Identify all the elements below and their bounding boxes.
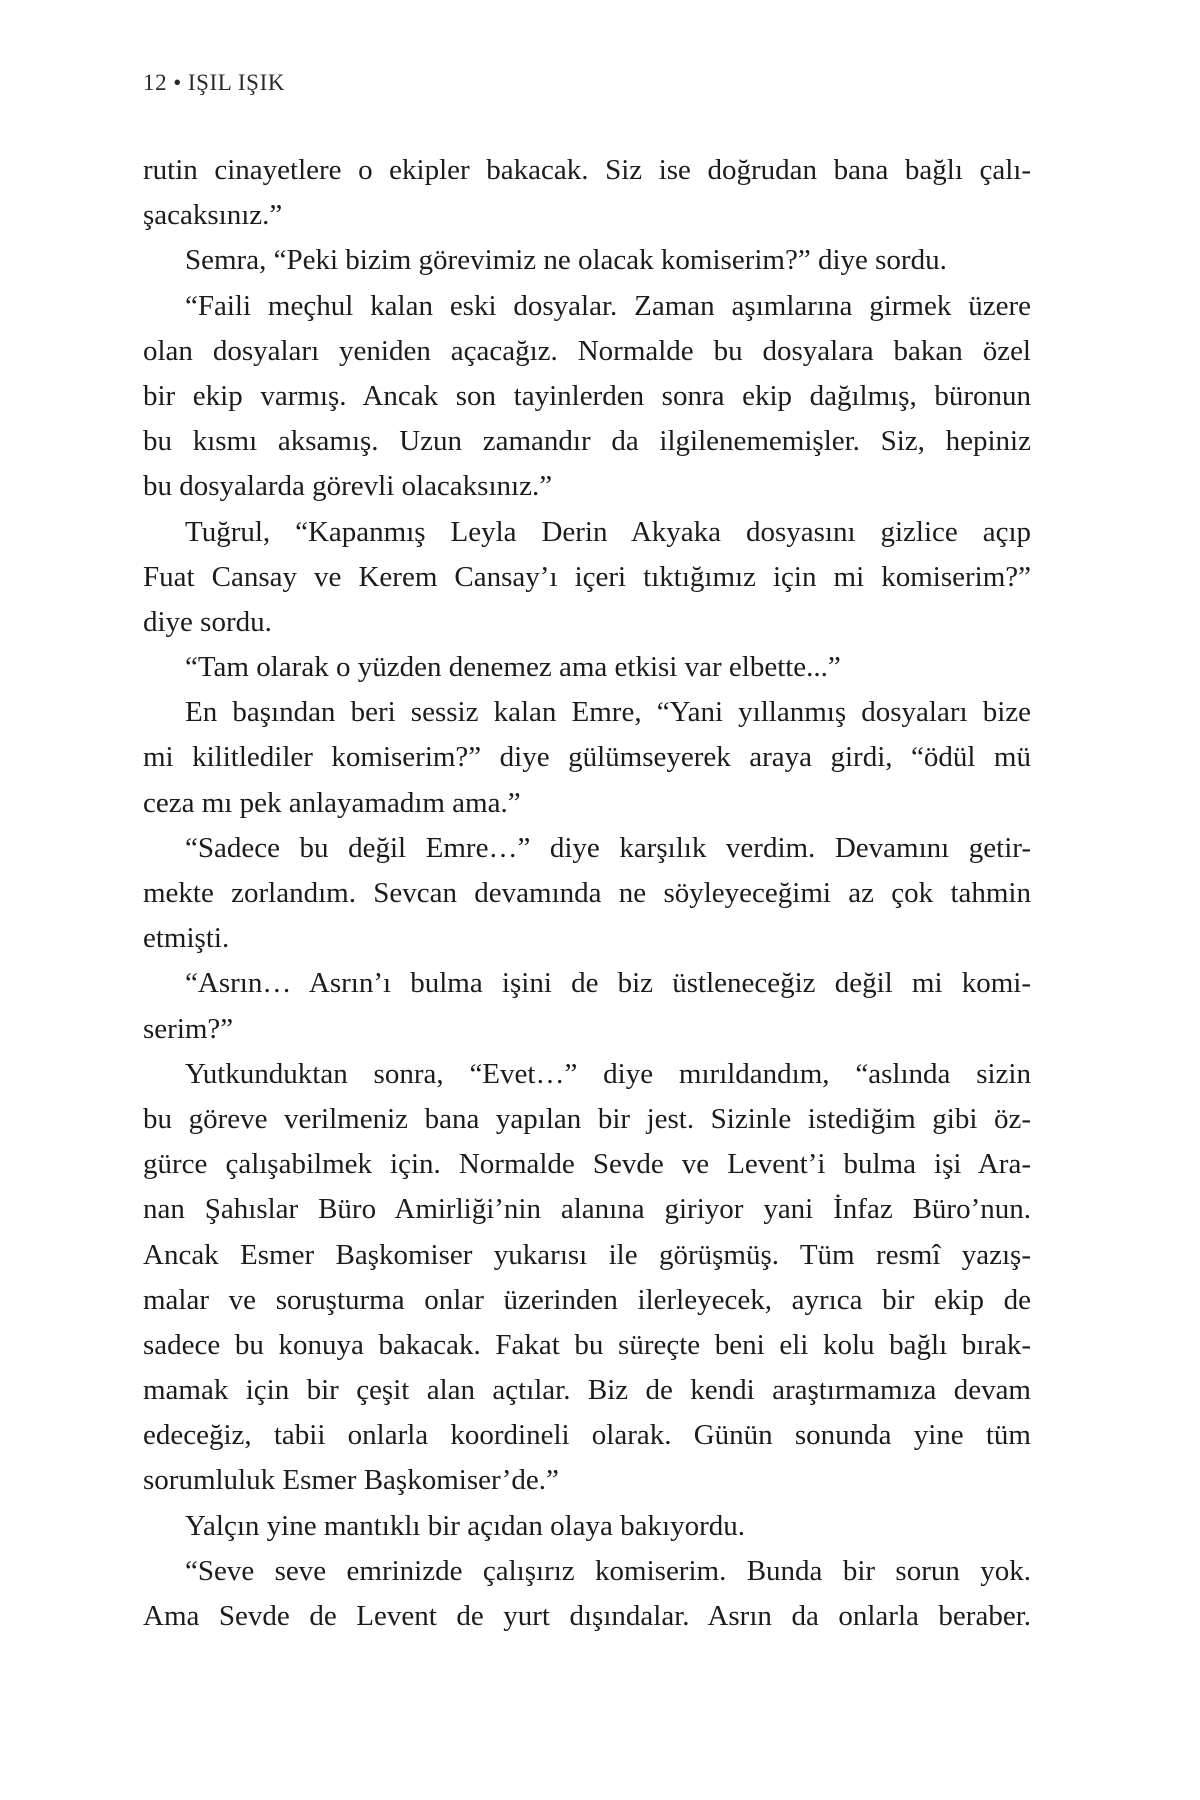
text-line: Yalçın yine mantıklı bir açıdan olaya bakıyordu. xyxy=(185,1509,746,1542)
text-line: olan dosyaları yeniden açacağız. Normalde bu dosyalara bakan özel xyxy=(143,334,1031,367)
text-line: “Asrın… Asrın’ı bulma işini de biz üstleneceğiz değil mi komi- xyxy=(185,967,1031,1000)
paragraph xyxy=(143,148,1031,238)
text-line: bu kısmı aksamış. Uzun zamandır da ilgilenememişler. Siz, hepiniz xyxy=(143,425,1031,458)
text-line: “Seve seve emrinizde çalışırız komiserim. Bunda bir sorun yok. xyxy=(185,1554,1031,1587)
text-line: serim?” xyxy=(143,1012,234,1045)
text-line: şacaksınız.” xyxy=(143,199,283,232)
paragraph xyxy=(143,284,1031,510)
text-line: Ancak Esmer Başkomiser yukarısı ile görüşmüş. Tüm resmî yazış- xyxy=(143,1238,1031,1271)
text-line: gürce çalışabilmek için. Normalde Sevde ve Levent’i bulma işi Ara- xyxy=(143,1148,1031,1181)
text-line: bu göreve verilmeniz bana yapılan bir jest. Sizinle istediğim gibi öz- xyxy=(143,1102,1031,1135)
paragraph xyxy=(143,238,1031,283)
text-line: Tuğrul, “Kapanmış Leyla Derin Akyaka dosyasını gizlice açıp xyxy=(185,515,1031,548)
text-line: bu dosyalarda görevli olacaksınız.” xyxy=(143,470,553,503)
text-line: Yutkunduktan sonra, “Evet…” diye mırıldandım, “aslında sizin xyxy=(185,1057,1031,1090)
text-line: Semra, “Peki bizim görevimiz ne olacak komiserim?” diye sordu. xyxy=(185,244,947,277)
text-line: etmişti. xyxy=(143,922,230,955)
text-line: “Tam olarak o yüzden denemez ama etkisi var elbette...” xyxy=(185,651,841,684)
text-line: Fuat Cansay ve Kerem Cansay’ı içeri tıktığımız için mi komiserim?” xyxy=(143,560,1031,593)
header-separator: • xyxy=(173,70,182,95)
text-line: mi kilitlediler komiserim?” diye gülümseyerek araya girdi, “ödül mü xyxy=(143,741,1031,774)
text-line: bir ekip varmış. Ancak son tayinlerden sonra ekip dağılmış, büronun xyxy=(143,379,1031,412)
text-line: ceza mı pek anlayamadım ama.” xyxy=(143,786,521,819)
paragraph xyxy=(143,1052,1031,1504)
text-line: rutin cinayetlere o ekipler bakacak. Siz ise doğrudan bana bağlı çalı- xyxy=(143,154,1031,186)
page-number: 12 xyxy=(143,70,168,95)
text-line: mamak için bir çeşit alan açtılar. Biz de kendi araştırmamıza devam xyxy=(143,1374,1031,1407)
text-line: “Sadece bu değil Emre…” diye karşılık verdim. Devamını getir- xyxy=(185,831,1031,864)
text-line: “Faili meçhul kalan eski dosyalar. Zaman aşımlarına girmek üzere xyxy=(185,289,1031,322)
text-line: sadece bu konuya bakacak. Fakat bu süreçte beni eli kolu bağlı bırak- xyxy=(143,1328,1031,1361)
paragraph xyxy=(143,1504,1031,1549)
text-line: Ama Sevde de Levent de yurt dışındalar. Asrın da onlarla beraber. xyxy=(143,1600,1031,1632)
author-name: IŞIL IŞIK xyxy=(187,70,286,95)
body-text xyxy=(143,148,1031,1639)
paragraph xyxy=(143,826,1031,962)
paragraph xyxy=(143,961,1031,1051)
text-line: sorumluluk Esmer Başkomiser’de.” xyxy=(143,1464,559,1497)
paragraph xyxy=(143,690,1031,826)
text-line: mekte zorlandım. Sevcan devamında ne söyleyeceğimi az çok tahmin xyxy=(143,877,1031,909)
paragraph xyxy=(143,510,1031,646)
text-line: nan Şahıslar Büro Amirliği’nin alanına giriyor yani İnfaz Büro’nun. xyxy=(143,1193,1031,1226)
text-line: malar ve soruşturma onlar üzerinden ilerleyecek, ayrıca bir ekip de xyxy=(143,1283,1031,1316)
running-head xyxy=(143,70,285,96)
paragraph xyxy=(143,1549,1031,1639)
text-line: diye sordu. xyxy=(143,605,272,638)
text-line: edeceğiz, tabii onlarla koordineli olarak. Günün sonunda yine tüm xyxy=(143,1419,1031,1452)
paragraph xyxy=(143,645,1031,690)
text-line: En başından beri sessiz kalan Emre, “Yani yıllanmış dosyaları bize xyxy=(185,696,1031,729)
